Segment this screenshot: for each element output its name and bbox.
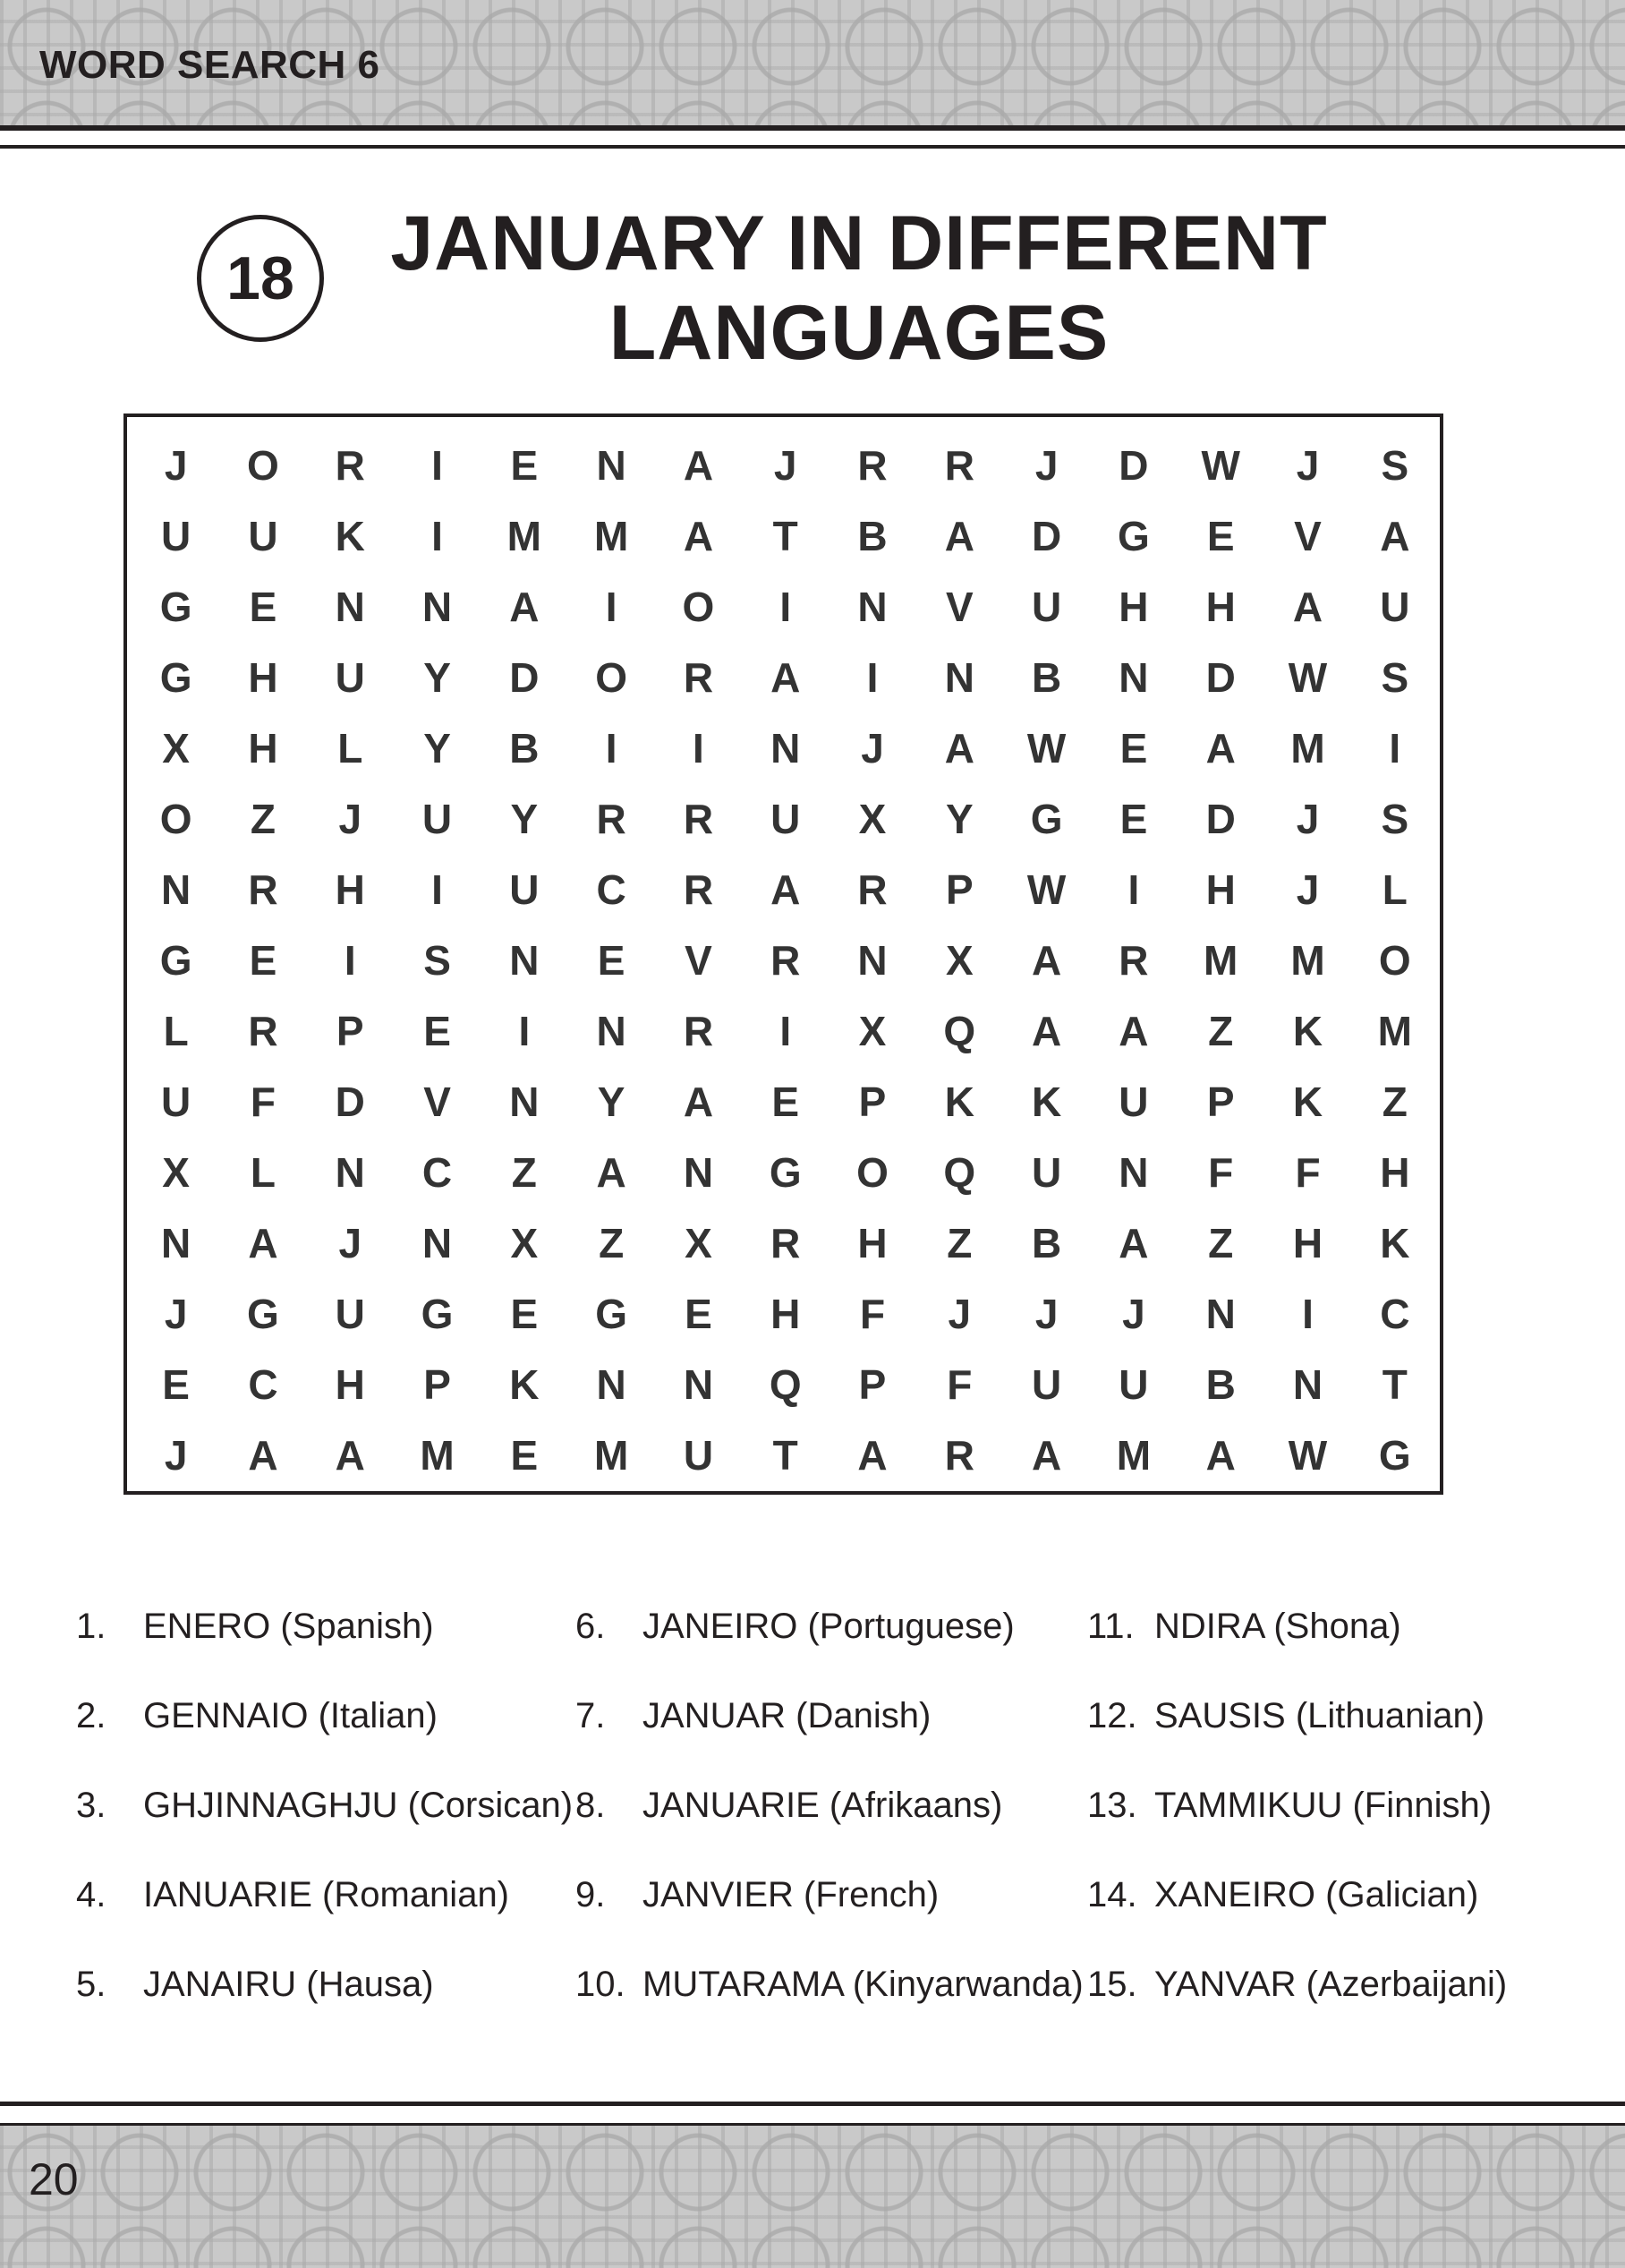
- grid-letter[interactable]: H: [1380, 1148, 1410, 1196]
- grid-letter[interactable]: I: [431, 865, 443, 913]
- grid-letter[interactable]: N: [161, 1219, 191, 1266]
- grid-letter[interactable]: I: [518, 1007, 531, 1054]
- grid-letter[interactable]: K: [1032, 1078, 1062, 1125]
- grid-letter[interactable]: A: [1119, 1007, 1149, 1054]
- grid-letter[interactable]: N: [1119, 1148, 1149, 1196]
- grid-letter[interactable]: J: [948, 1290, 972, 1337]
- grid-letter[interactable]: H: [335, 865, 365, 913]
- grid-letter[interactable]: Z: [1208, 1007, 1234, 1054]
- grid-letter[interactable]: N: [421, 1219, 453, 1266]
- grid-letter[interactable]: B: [1205, 1360, 1236, 1408]
- grid-letter[interactable]: U: [770, 795, 801, 842]
- grid-row: [123, 500, 1443, 571]
- grid-letter[interactable]: U: [1032, 583, 1062, 630]
- grid-letter[interactable]: Z: [599, 1219, 625, 1266]
- grid-letter[interactable]: N: [335, 1148, 365, 1196]
- grid-letter[interactable]: Q: [943, 1148, 976, 1196]
- grid-letter[interactable]: E: [510, 1431, 539, 1479]
- word-number: 14.: [1087, 1875, 1137, 1914]
- grid-letter[interactable]: X: [858, 795, 887, 842]
- grid-letter[interactable]: A: [1032, 1431, 1062, 1479]
- grid-row: [123, 1137, 1443, 1207]
- grid-letter[interactable]: G: [421, 1290, 454, 1337]
- grid-letter[interactable]: H: [1205, 583, 1236, 630]
- grid-letter[interactable]: A: [596, 1148, 626, 1196]
- grid-letter[interactable]: A: [683, 1078, 714, 1125]
- grid-letter[interactable]: O: [856, 1148, 889, 1196]
- grid-letter[interactable]: A: [1032, 936, 1062, 984]
- grid-letter[interactable]: D: [1205, 795, 1236, 842]
- grid-letter[interactable]: H: [857, 1219, 888, 1266]
- grid-letter[interactable]: R: [1119, 936, 1149, 984]
- grid-letter[interactable]: N: [596, 441, 626, 489]
- grid-letter[interactable]: K: [509, 1360, 540, 1408]
- grid-letter[interactable]: W: [1288, 1431, 1328, 1479]
- word-search-grid: [123, 430, 1443, 1490]
- word-text: JANUAR (Danish): [642, 1696, 932, 1735]
- grid-letter[interactable]: J: [1296, 795, 1320, 842]
- grid-letter[interactable]: A: [509, 583, 540, 630]
- grid-letter[interactable]: A: [1205, 724, 1236, 772]
- grid-letter[interactable]: N: [857, 583, 888, 630]
- grid-letter[interactable]: D: [335, 1078, 365, 1125]
- grid-row: [123, 1349, 1443, 1420]
- grid-letter[interactable]: R: [857, 865, 888, 913]
- word-number: 3.: [76, 1786, 106, 1825]
- grid-letter[interactable]: U: [1119, 1078, 1149, 1125]
- grid-letter[interactable]: N: [509, 1078, 540, 1125]
- grid-letter[interactable]: K: [944, 1078, 974, 1125]
- footer-pattern-band: [0, 2126, 1625, 2268]
- grid-letter[interactable]: M: [1290, 724, 1325, 772]
- grid-letter[interactable]: A: [770, 865, 801, 913]
- grid-row: [123, 925, 1443, 995]
- grid-letter[interactable]: R: [683, 653, 714, 701]
- grid-letter[interactable]: E: [597, 936, 625, 984]
- grid-letter[interactable]: K: [1292, 1007, 1323, 1054]
- grid-letter[interactable]: U: [335, 653, 365, 701]
- grid-letter[interactable]: C: [421, 1148, 453, 1196]
- grid-letter[interactable]: P: [336, 1007, 364, 1054]
- grid-row: [123, 783, 1443, 854]
- grid-letter[interactable]: E: [1119, 795, 1148, 842]
- grid-letter[interactable]: A: [248, 1431, 278, 1479]
- grid-letter[interactable]: U: [1032, 1360, 1062, 1408]
- grid-letter[interactable]: F: [250, 1078, 276, 1125]
- grid-letter[interactable]: N: [596, 1360, 626, 1408]
- grid-letter[interactable]: J: [773, 441, 797, 489]
- grid-letter[interactable]: L: [337, 724, 363, 772]
- grid-letter[interactable]: I: [779, 1007, 792, 1054]
- word-text: MUTARAMA (Kinyarwanda): [642, 1965, 1084, 2004]
- grid-letter[interactable]: O: [595, 653, 628, 701]
- grid-letter[interactable]: R: [248, 1007, 278, 1054]
- grid-letter[interactable]: T: [1382, 1360, 1408, 1408]
- grid-letter[interactable]: U: [161, 512, 191, 559]
- grid-letter[interactable]: R: [944, 441, 974, 489]
- puzzle-title-line2: LANGUAGES: [608, 290, 1110, 376]
- grid-letter[interactable]: E: [1206, 512, 1235, 559]
- grid-letter[interactable]: B: [857, 512, 888, 559]
- word-text: TAMMIKUU (Finnish): [1154, 1786, 1493, 1825]
- word-number: 5.: [76, 1965, 106, 2004]
- grid-letter[interactable]: J: [1034, 441, 1059, 489]
- grid-row: [123, 712, 1443, 783]
- grid-letter[interactable]: W: [1026, 724, 1067, 772]
- grid-letter[interactable]: E: [423, 1007, 451, 1054]
- grid-letter[interactable]: S: [423, 936, 451, 984]
- grid-letter[interactable]: G: [247, 1290, 279, 1337]
- grid-letter[interactable]: I: [866, 653, 879, 701]
- grid-letter[interactable]: I: [1302, 1290, 1314, 1337]
- grid-row: [123, 854, 1443, 925]
- grid-letter[interactable]: N: [1205, 1290, 1236, 1337]
- grid-letter[interactable]: Q: [769, 1360, 802, 1408]
- grid-letter[interactable]: C: [1380, 1290, 1410, 1337]
- grid-letter[interactable]: M: [506, 512, 541, 559]
- grid-letter[interactable]: R: [248, 865, 278, 913]
- word-text: JANEIRO (Portuguese): [642, 1607, 1015, 1646]
- grid-letter[interactable]: E: [510, 441, 539, 489]
- word-number: 12.: [1087, 1696, 1137, 1735]
- grid-letter[interactable]: P: [945, 865, 974, 913]
- grid-letter[interactable]: J: [1296, 441, 1320, 489]
- grid-letter[interactable]: L: [163, 1007, 189, 1054]
- grid-letter[interactable]: N: [770, 724, 801, 772]
- grid-row: [123, 430, 1443, 500]
- grid-letter[interactable]: A: [770, 653, 801, 701]
- word-number: 9.: [575, 1875, 606, 1914]
- grid-letter[interactable]: J: [338, 795, 362, 842]
- word-number: 2.: [76, 1696, 106, 1735]
- grid-letter[interactable]: N: [596, 1007, 626, 1054]
- grid-letter[interactable]: T: [772, 1431, 798, 1479]
- grid-letter[interactable]: V: [1294, 512, 1322, 559]
- grid-letter[interactable]: P: [423, 1360, 451, 1408]
- grid-letter[interactable]: W: [1026, 865, 1067, 913]
- grid-letter[interactable]: R: [596, 795, 626, 842]
- grid-letter[interactable]: K: [1292, 1078, 1323, 1125]
- grid-letter[interactable]: A: [683, 441, 714, 489]
- grid-letter[interactable]: J: [861, 724, 884, 772]
- grid-letter[interactable]: N: [683, 1148, 714, 1196]
- grid-letter[interactable]: X: [510, 1219, 539, 1266]
- grid-letter[interactable]: J: [164, 1431, 188, 1479]
- word-number: 4.: [76, 1875, 106, 1914]
- header-rule-thin: [0, 145, 1625, 149]
- grid-letter[interactable]: S: [1381, 441, 1409, 489]
- grid-letter[interactable]: E: [1119, 724, 1148, 772]
- grid-letter[interactable]: X: [162, 1148, 190, 1196]
- grid-letter[interactable]: Q: [943, 1007, 976, 1054]
- grid-letter[interactable]: G: [1030, 795, 1063, 842]
- grid-letter[interactable]: N: [683, 1360, 714, 1408]
- grid-letter[interactable]: S: [1381, 795, 1409, 842]
- grid-letter[interactable]: R: [683, 865, 714, 913]
- grid-letter[interactable]: I: [605, 724, 617, 772]
- grid-row: [123, 571, 1443, 642]
- grid-letter[interactable]: Z: [1208, 1219, 1234, 1266]
- puzzle-title: [358, 199, 1360, 378]
- grid-letter[interactable]: E: [249, 936, 277, 984]
- word-text: GHJINNAGHJU (Corsican): [143, 1786, 574, 1825]
- grid-letter[interactable]: R: [683, 1007, 714, 1054]
- grid-letter[interactable]: O: [1378, 936, 1411, 984]
- grid-letter[interactable]: N: [335, 583, 365, 630]
- grid-row: [123, 642, 1443, 712]
- grid-letter[interactable]: I: [605, 583, 617, 630]
- grid-letter[interactable]: U: [1119, 1360, 1149, 1408]
- grid-letter[interactable]: X: [858, 1007, 887, 1054]
- grid-letter[interactable]: Y: [597, 1078, 625, 1125]
- grid-letter[interactable]: H: [248, 724, 278, 772]
- grid-letter[interactable]: V: [423, 1078, 451, 1125]
- grid-letter[interactable]: J: [338, 1219, 362, 1266]
- grid-letter[interactable]: N: [944, 653, 974, 701]
- grid-letter[interactable]: K: [1380, 1219, 1410, 1266]
- grid-letter[interactable]: N: [857, 936, 888, 984]
- grid-letter[interactable]: Z: [250, 795, 276, 842]
- grid-letter[interactable]: E: [685, 1290, 712, 1337]
- word-number: 8.: [575, 1786, 606, 1825]
- word-number: 13.: [1087, 1786, 1137, 1825]
- grid-letter[interactable]: Y: [423, 653, 451, 701]
- grid-letter[interactable]: F: [859, 1290, 886, 1337]
- grid-row: [123, 1066, 1443, 1137]
- grid-letter[interactable]: U: [248, 512, 278, 559]
- grid-letter[interactable]: B: [1032, 653, 1062, 701]
- grid-letter[interactable]: I: [779, 583, 792, 630]
- grid-letter[interactable]: D: [1119, 441, 1149, 489]
- grid-letter[interactable]: H: [1292, 1219, 1323, 1266]
- grid-letter[interactable]: C: [248, 1360, 278, 1408]
- word-number: 15.: [1087, 1965, 1137, 2004]
- grid-letter[interactable]: J: [1034, 1290, 1059, 1337]
- word-number: 1.: [76, 1607, 106, 1646]
- grid-letter[interactable]: U: [161, 1078, 191, 1125]
- grid-letter[interactable]: H: [335, 1360, 365, 1408]
- footer-rule-thin: [0, 2102, 1625, 2106]
- grid-letter[interactable]: D: [1032, 512, 1062, 559]
- word-text: YANVAR (Azerbaijani): [1154, 1965, 1508, 2004]
- grid-letter[interactable]: H: [1205, 865, 1236, 913]
- grid-letter[interactable]: W: [1288, 653, 1328, 701]
- grid-letter[interactable]: A: [1292, 583, 1323, 630]
- grid-letter[interactable]: M: [593, 1431, 629, 1479]
- grid-letter[interactable]: O: [682, 583, 715, 630]
- grid-letter[interactable]: H: [248, 653, 278, 701]
- grid-letter[interactable]: M: [420, 1431, 455, 1479]
- grid-letter[interactable]: L: [250, 1148, 276, 1196]
- grid-letter[interactable]: R: [770, 1219, 801, 1266]
- grid-letter[interactable]: A: [1205, 1431, 1236, 1479]
- puzzle-title-line1: JANUARY IN DIFFERENT: [390, 200, 1328, 286]
- grid-letter[interactable]: B: [1032, 1219, 1062, 1266]
- grid-letter[interactable]: F: [1295, 1148, 1321, 1196]
- grid-letter[interactable]: Y: [423, 724, 451, 772]
- grid-letter[interactable]: E: [510, 1290, 539, 1337]
- page-number: 20: [29, 2154, 79, 2204]
- grid-row: [123, 1420, 1443, 1490]
- grid-letter[interactable]: A: [335, 1431, 365, 1479]
- grid-letter[interactable]: J: [164, 1290, 188, 1337]
- grid-letter[interactable]: W: [1201, 441, 1240, 489]
- grid-letter[interactable]: G: [159, 583, 192, 630]
- header-rule-thick: [0, 125, 1625, 131]
- grid-letter[interactable]: D: [509, 653, 540, 701]
- word-text: SAUSIS (Lithuanian): [1154, 1696, 1485, 1735]
- grid-letter[interactable]: U: [683, 1431, 714, 1479]
- grid-letter[interactable]: I: [1127, 865, 1140, 913]
- grid-row: [123, 995, 1443, 1066]
- word-text: JANUARIE (Afrikaans): [642, 1786, 1003, 1825]
- grid-letter[interactable]: R: [770, 936, 801, 984]
- grid-letter[interactable]: H: [1119, 583, 1149, 630]
- grid-row: [123, 1278, 1443, 1349]
- word-text: JANAIRU (Hausa): [143, 1965, 434, 2004]
- grid-letter[interactable]: E: [771, 1078, 800, 1125]
- grid-letter[interactable]: Y: [945, 795, 974, 842]
- grid-letter[interactable]: U: [1380, 583, 1410, 630]
- grid-letter[interactable]: A: [857, 1431, 888, 1479]
- grid-letter[interactable]: N: [421, 583, 453, 630]
- grid-letter[interactable]: A: [1032, 1007, 1062, 1054]
- grid-letter[interactable]: C: [596, 865, 626, 913]
- grid-letter[interactable]: E: [162, 1360, 190, 1408]
- grid-row: [123, 1207, 1443, 1278]
- grid-letter[interactable]: P: [858, 1360, 887, 1408]
- grid-letter[interactable]: P: [858, 1078, 887, 1125]
- grid-letter[interactable]: F: [1208, 1148, 1234, 1196]
- word-number: 10.: [575, 1965, 625, 2004]
- grid-letter[interactable]: Z: [947, 1219, 973, 1266]
- grid-letter[interactable]: Z: [511, 1148, 537, 1196]
- grid-letter[interactable]: V: [945, 583, 974, 630]
- grid-letter[interactable]: V: [685, 936, 712, 984]
- grid-letter[interactable]: E: [249, 583, 277, 630]
- word-text: GENNAIO (Italian): [143, 1696, 438, 1735]
- grid-letter[interactable]: M: [1116, 1431, 1152, 1479]
- grid-letter[interactable]: N: [1292, 1360, 1323, 1408]
- grid-letter[interactable]: U: [421, 795, 453, 842]
- grid-letter[interactable]: Z: [1382, 1078, 1408, 1125]
- grid-letter[interactable]: I: [431, 441, 443, 489]
- word-number: 7.: [575, 1696, 606, 1735]
- grid-letter[interactable]: J: [1296, 865, 1320, 913]
- grid-letter[interactable]: G: [1378, 1431, 1411, 1479]
- grid-letter[interactable]: R: [857, 441, 888, 489]
- grid-letter[interactable]: R: [944, 1431, 974, 1479]
- grid-letter[interactable]: O: [247, 441, 279, 489]
- grid-letter[interactable]: I: [344, 936, 356, 984]
- grid-letter[interactable]: A: [944, 512, 974, 559]
- grid-letter[interactable]: M: [1290, 936, 1325, 984]
- grid-letter[interactable]: B: [509, 724, 540, 772]
- word-number: 6.: [575, 1607, 606, 1646]
- word-text: ENERO (Spanish): [143, 1607, 434, 1646]
- grid-letter[interactable]: G: [769, 1148, 802, 1196]
- grid-letter[interactable]: U: [1032, 1148, 1062, 1196]
- grid-letter[interactable]: M: [1204, 936, 1238, 984]
- grid-letter[interactable]: O: [159, 795, 192, 842]
- grid-letter[interactable]: N: [161, 865, 191, 913]
- grid-letter[interactable]: X: [162, 724, 190, 772]
- word-text: XANEIRO (Galician): [1154, 1875, 1479, 1914]
- grid-letter[interactable]: H: [770, 1290, 801, 1337]
- word-text: JANVIER (French): [642, 1875, 940, 1914]
- grid-letter[interactable]: A: [683, 512, 714, 559]
- grid-letter[interactable]: G: [595, 1290, 628, 1337]
- grid-letter[interactable]: I: [1389, 724, 1401, 772]
- grid-letter[interactable]: J: [1122, 1290, 1145, 1337]
- grid-letter[interactable]: K: [335, 512, 365, 559]
- grid-letter[interactable]: M: [1377, 1007, 1412, 1054]
- grid-letter[interactable]: N: [1119, 653, 1149, 701]
- grid-letter[interactable]: J: [164, 441, 188, 489]
- grid-letter[interactable]: G: [159, 653, 192, 701]
- grid-letter[interactable]: I: [431, 512, 443, 559]
- grid-letter[interactable]: L: [1382, 865, 1408, 913]
- puzzle-number: 18: [226, 244, 294, 312]
- grid-letter[interactable]: S: [1381, 653, 1409, 701]
- grid-letter[interactable]: A: [248, 1219, 278, 1266]
- grid-letter[interactable]: A: [1119, 1219, 1149, 1266]
- grid-letter[interactable]: T: [772, 512, 798, 559]
- grid-letter[interactable]: G: [1118, 512, 1150, 559]
- word-number: 11.: [1087, 1607, 1135, 1646]
- grid-letter[interactable]: M: [593, 512, 629, 559]
- grid-letter[interactable]: N: [509, 936, 540, 984]
- grid-letter[interactable]: D: [1205, 653, 1236, 701]
- grid-letter[interactable]: I: [693, 724, 704, 772]
- grid-letter[interactable]: F: [947, 1360, 973, 1408]
- word-text: NDIRA (Shona): [1154, 1607, 1401, 1646]
- grid-letter[interactable]: U: [509, 865, 540, 913]
- grid-letter[interactable]: U: [335, 1290, 365, 1337]
- grid-letter[interactable]: Y: [510, 795, 539, 842]
- grid-letter[interactable]: X: [685, 1219, 712, 1266]
- grid-letter[interactable]: A: [1380, 512, 1410, 559]
- word-text: IANUARIE (Romanian): [143, 1875, 510, 1914]
- grid-letter[interactable]: G: [159, 936, 192, 984]
- grid-letter[interactable]: R: [335, 441, 365, 489]
- grid-letter[interactable]: X: [945, 936, 974, 984]
- grid-letter[interactable]: P: [1206, 1078, 1235, 1125]
- grid-letter[interactable]: R: [683, 795, 714, 842]
- puzzle-number-badge: [197, 215, 324, 342]
- grid-letter[interactable]: A: [944, 724, 974, 772]
- book-section-label: WORD SEARCH 6: [39, 43, 380, 87]
